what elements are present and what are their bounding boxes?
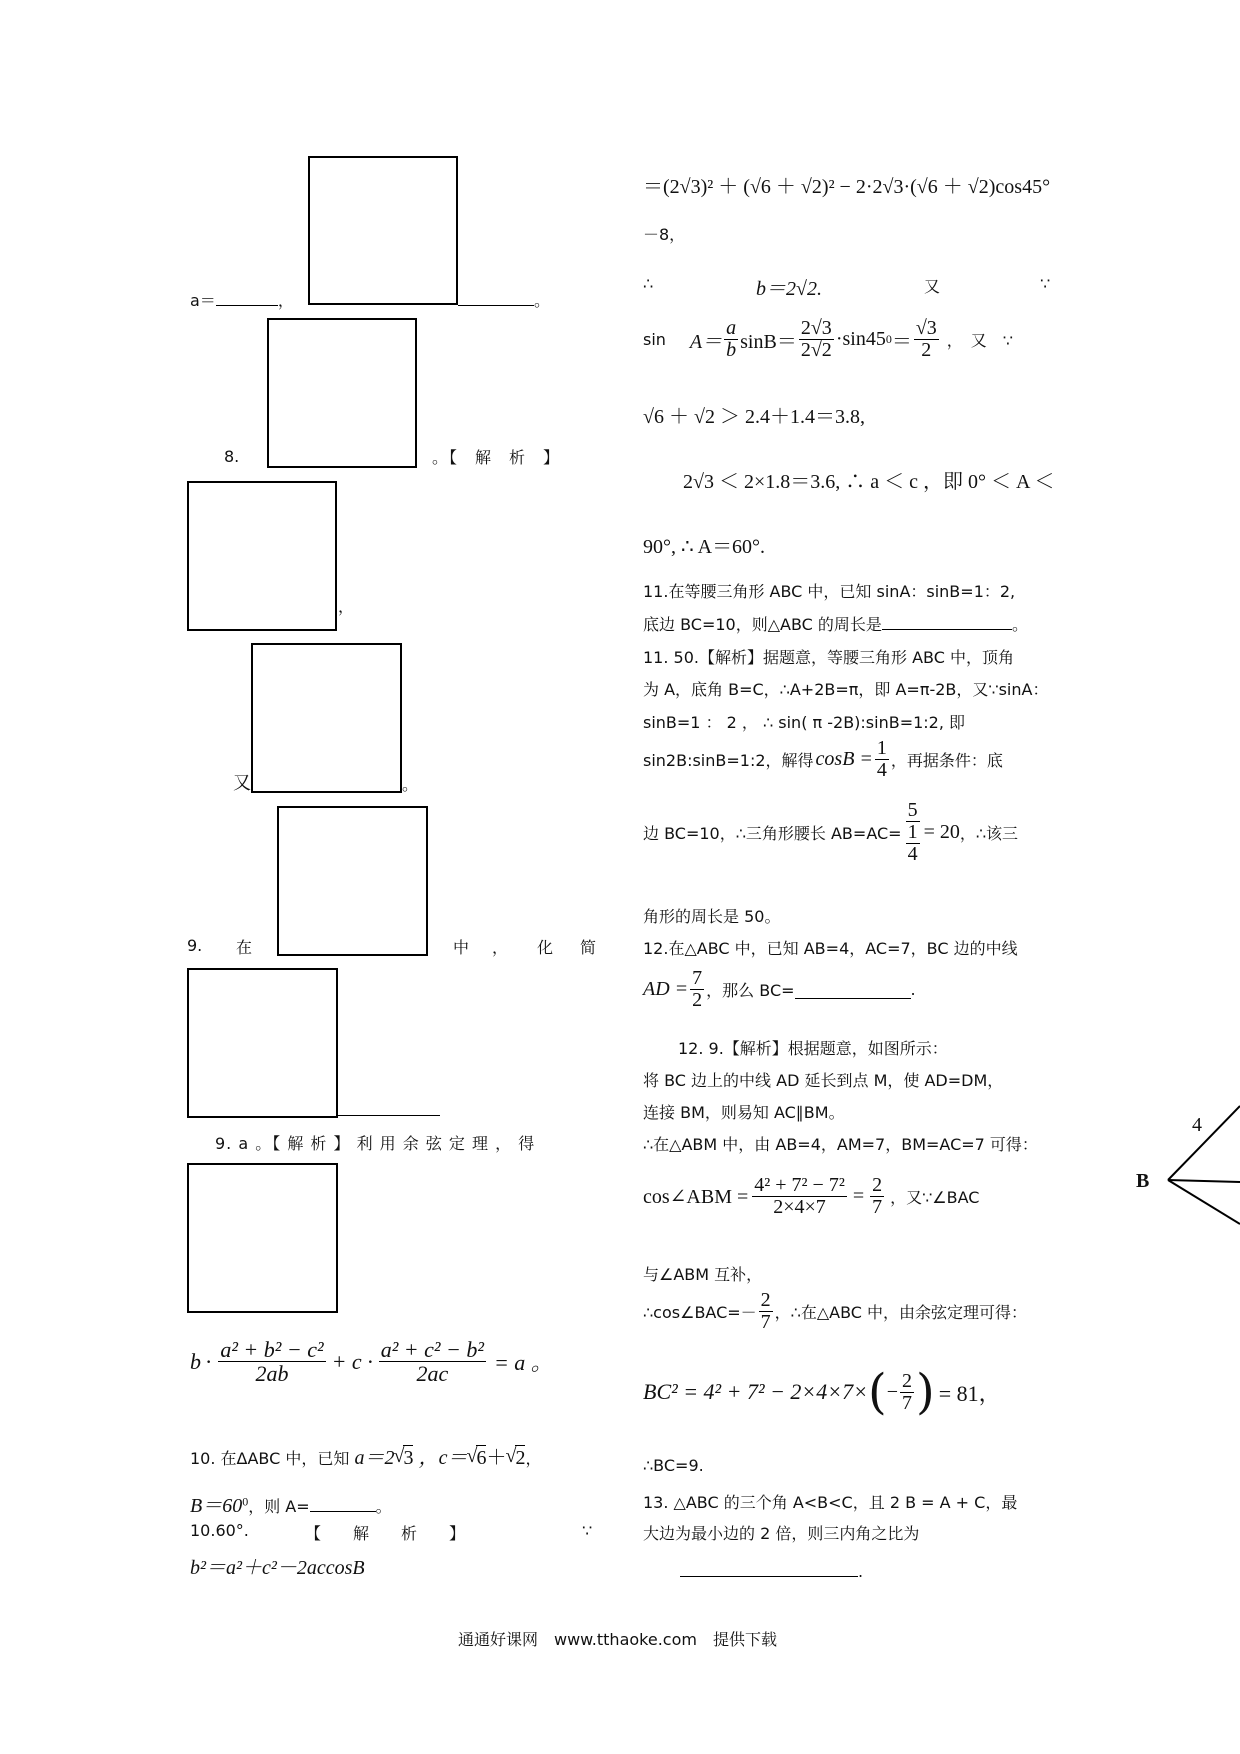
inequality-1: √6 ＋ √2 ＞ 2.4＋1.4＝3.8, xyxy=(643,406,865,428)
q12-answer-3: 连接 BM，则易知 AC∥BM。 xyxy=(643,1103,845,1122)
image-placeholder-2 xyxy=(267,318,417,468)
q11-question-b: 底边 BC=10，则△ABC 的周长是 。 xyxy=(643,611,1028,635)
image-placeholder-5 xyxy=(277,806,428,956)
footer-text: 通通好课网 www.tthaoke.com 提供下载 xyxy=(458,1630,777,1649)
q9-jian: 简 xyxy=(580,938,597,957)
q12-question: 12.在△ABC 中，已知 AB=4，AC=7，BC 边的中线 xyxy=(643,939,1018,958)
q12-answer-5: 与∠ABM 互补， xyxy=(643,1265,763,1284)
q10-question: 10. 在ΔABC 中，已知 a＝2√ 3 ，c＝√ 6＋√ 2， xyxy=(190,1441,541,1470)
q8-analysis-label: 。【 解 析 】 xyxy=(432,448,561,467)
image-placeholder-3 xyxy=(187,481,337,631)
q11-question: 11.在等腰三角形 ABC 中，已知 sinA：sinB=1：2, xyxy=(643,582,1016,601)
q12-ad-line: AD = $\frac{7}{2}$ ，那么 BC= . xyxy=(643,967,916,1011)
q11-answer-2: 为 A，底角 B=C，∴A+2B=π，即 A=π-2B，又∵sinA： xyxy=(643,680,1049,699)
comma-2: ， xyxy=(338,597,355,616)
q11-answer-4: sin2B:sinB=1:2，解得 cosB = $\frac{1}{4}$ ，再据条件：底 xyxy=(643,737,1003,781)
q11-answer-3: sinB=1 ： 2 ， ∴ sin( π -2B):sinB=1:2, 即 xyxy=(643,713,966,732)
figure-line-upper xyxy=(1168,1106,1240,1180)
you-label-r1: 又 xyxy=(924,277,941,296)
q11-answer-1: 11. 50.【解析】据题意，等腰三角形 ABC 中，顶角 xyxy=(643,648,1014,667)
image-placeholder-1 xyxy=(308,156,458,305)
q12-answer-1: 12. 9.【解析】根据题意，如图所示： xyxy=(678,1039,948,1058)
q12-cos-abm: cos∠ABM = $\frac{\text{4² + 7² − 7²}}{2\times 4\times 7}$ = $\frac{2}{7}$ ，又∵∠BAC xyxy=(643,1174,980,1218)
q11-answer-5: 边 BC=10，∴三角形腰长 AB=AC= $\frac{5}{\frac{1}{4}}$ = 20 ，∴该三 xyxy=(643,799,1019,865)
q9-answer-blank xyxy=(338,1097,440,1120)
q9-number: 9. xyxy=(187,936,203,955)
period-2: 。 xyxy=(402,775,419,794)
q8-number: 8. xyxy=(224,447,240,466)
image-placeholder-4 xyxy=(251,643,402,793)
q12-answer-7: ∴BC=9. xyxy=(643,1456,704,1475)
q13-question-1: 13. △ABC 的三个角 A<B<C，且 2 B = A + C，最 xyxy=(643,1493,1018,1512)
q9-zhong: 中 xyxy=(453,938,470,957)
expansion-line: ＝(2√3)² ＋ (√6 ＋ √2)² − 2·2√3·(√6 ＋ √2)cos45° xyxy=(643,176,1051,198)
q13-blank: . xyxy=(680,1558,863,1581)
q9-hua: 化 xyxy=(537,938,554,957)
image-placeholder-7 xyxy=(187,1163,338,1313)
q10-angle-b: $B=60^0$，则 A= 。 xyxy=(190,1494,392,1517)
because-r1: ∵ xyxy=(1040,274,1051,293)
image-placeholder-6 xyxy=(187,968,338,1118)
answer-a-line: a＝ ， xyxy=(190,287,294,311)
q9-analysis: 9. a 。【 解 析 】 利 用 余 弦 定 理 ， 得 xyxy=(215,1134,536,1153)
answer-line-tail: 。 xyxy=(458,287,550,311)
q10-analysis-label: 【 解 析 】 xyxy=(305,1524,466,1543)
q10-formula: b²＝a²＋c²－2accosB xyxy=(190,1557,365,1579)
q12-bc-squared: BC² = 4² + 7² − 2×4×7× ( − $\frac{2}{7}$ ) = 81， xyxy=(643,1364,1001,1420)
q13-question-2: 大边为最小边的 2 倍，则三内角之比为 xyxy=(643,1524,920,1543)
inequality-3: 90°, ∴ A＝60°. xyxy=(643,536,766,558)
q12-answer-4: ∴在△ABM 中，由 AB=4，AM=7，BM=AC=7 可得： xyxy=(643,1135,1038,1154)
figure-label-b: B xyxy=(1136,1170,1150,1192)
cosine-formula: b · $\frac{\text{a² + b² − c²}}{2ab}$ + c · $\frac{\text{a² + c² − b²}}{2ac}$ = a 。 xyxy=(190,1337,553,1387)
sine-ratio: sin A＝ $\frac{a}{b}$ sinB＝ $\frac{2√3}{2√2}$ ·sin45 0 ＝ $\frac{√3}{2}$ ， 又 ∵ xyxy=(643,317,1013,361)
inequality-2: 2√3 ＜ 2×1.8＝3.6, ∴ a ＜ c ，即 0° ＜ A ＜ xyxy=(683,471,1055,493)
figure-line-middle xyxy=(1168,1180,1240,1182)
q10-answer: 10.60°. xyxy=(190,1521,249,1540)
you-label: 又 xyxy=(233,773,251,794)
figure-label-4: 4 xyxy=(1192,1114,1202,1136)
b-value: b＝2√2. xyxy=(756,278,822,300)
q12-answer-6: ∴cos∠BAC=－ $\frac{2}{7}$ ，∴在△ABC 中，由余弦定理可得： xyxy=(643,1289,1028,1333)
q10-because: ∵ xyxy=(582,1521,593,1540)
q9-comma: ， xyxy=(492,938,509,957)
q9-zai: 在 xyxy=(236,938,253,957)
q11-answer-6: 角形的周长是 50。 xyxy=(643,907,781,926)
expansion-line-2: －8， xyxy=(643,225,686,244)
figure-line-lower xyxy=(1168,1180,1240,1224)
therefore-symbol: ∴ xyxy=(643,274,654,293)
q12-answer-2: 将 BC 边上的中线 AD 延长到点 M，使 AD=DM， xyxy=(643,1071,1004,1090)
